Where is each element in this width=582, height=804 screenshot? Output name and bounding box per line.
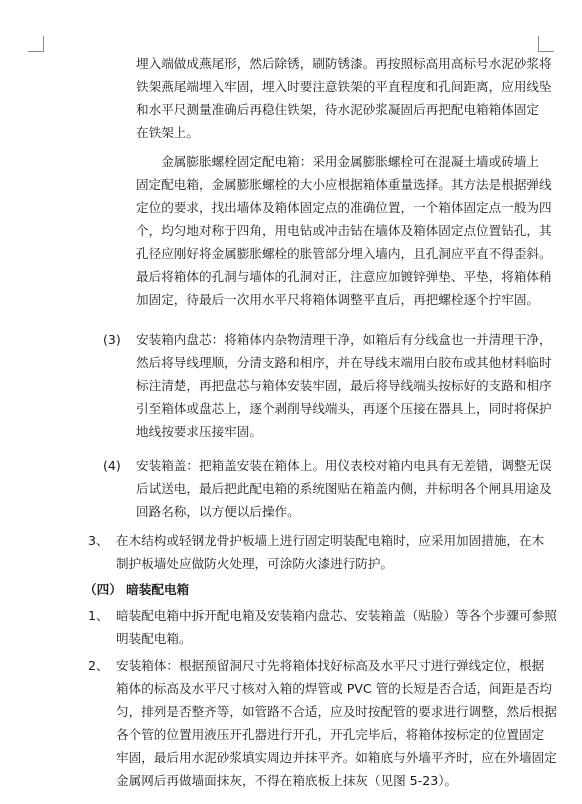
paragraph-concealed-refer xyxy=(116,604,557,650)
text-line: 在铁架上。 xyxy=(136,125,199,140)
paragraph-wood-wall-fixing xyxy=(116,529,544,575)
text-line: 引至箱体或盘芯上，逐个剥削导线端头，再逐个压接在器具上，同时将保护 xyxy=(136,401,552,416)
list-marker: (4) xyxy=(103,458,121,473)
crop-mark-left-horizontal xyxy=(28,51,44,52)
text-line: 地线按要求压接牢固。 xyxy=(136,424,262,439)
paragraph-install-box-body xyxy=(116,654,557,792)
text-line: 固定配电箱，金属膨胀螺栓的大小应根据箱体重量选择。其方法是根据弹线 xyxy=(136,177,552,192)
text-line: 个，均匀地对称于四角，用电钻或冲击钻在墙体及箱体固定点位置钻孔，其 xyxy=(136,223,552,238)
list-marker: 3、 xyxy=(88,533,109,548)
text-line: 安装箱盖：把箱盖安装在箱体上。用仪表校对箱内电具有无差错，调整无误 xyxy=(136,458,552,473)
text-line: 安装箱内盘芯：将箱体内杂物清理干净，如箱后有分线盒也一并清理干净， xyxy=(136,332,552,347)
text-line: 匀，排列是否整齐等，如管路不合适，应及时按配管的要求进行调整，然后根据 xyxy=(116,704,557,719)
text-line: 最后将箱体的孔洞与墙体的孔洞对正，注意应加镀锌弹垫、平垫，将箱体稍 xyxy=(136,269,552,284)
paragraph-install-cover xyxy=(136,454,552,523)
text-line: 各个管的位置用液压开孔器进行开孔，开孔完毕后，将箱体按标定的位置固定 xyxy=(116,727,545,742)
text-line: 孔径应刚好将金属膨胀螺栓的胀管部分埋入墙内，且孔洞应平直不得歪斜。 xyxy=(136,246,552,261)
text-line: 回路名称，以方便以后操作。 xyxy=(136,504,300,519)
text-line: 制护板墙处应做防火处理，可涂防火漆进行防护。 xyxy=(116,556,394,571)
text-line: 牢固，最后用水泥砂浆填实周边并抹平齐。如箱底与外墙平齐时，应在外墙固定 xyxy=(116,750,557,765)
text-line: 标注清楚，再把盘芯与箱体安装牢固，最后将导线端头按标好的支路和相序 xyxy=(136,378,552,393)
text-line: 箱体的标高及水平尺寸核对入箱的焊管或 PVC 管的长短是否合适，间距是否均 xyxy=(116,681,553,696)
paragraph-iron-frame-continuation xyxy=(136,52,552,144)
list-marker: 2、 xyxy=(88,658,109,673)
paragraph-expansion-bolt xyxy=(136,150,552,311)
text-line: 加固定，待最后一次用水平尺将箱体调整平直后，再把螺栓逐个拧牢固。 xyxy=(136,292,539,307)
text-line: 然后将导线理顺，分清支路和相序，并在导线末端用白胶布或其他材料临时 xyxy=(136,355,552,370)
crop-mark-left-vertical xyxy=(43,36,44,52)
text-line: 定位的要求，找出墙体及箱体固定点的准确位置，一个箱体固定点一般为四 xyxy=(136,200,552,215)
crop-mark-right-vertical xyxy=(538,36,539,52)
section-heading: （四） 暗装配电箱 xyxy=(84,582,190,597)
text-line: 金属膨胀螺栓固定配电箱：采用金属膨胀螺栓可在混凝土墙或砖墙上 xyxy=(136,154,539,169)
list-marker: (3) xyxy=(103,332,121,347)
text-line: 暗装配电箱中拆开配电箱及安装箱内盘芯、安装箱盖（贴脸）等各个步骤可参照 xyxy=(116,608,557,623)
list-marker: 1、 xyxy=(88,608,109,623)
text-line: 在木结构或轻钢龙骨护板墙上进行固定明装配电箱时，应采用加固措施，在木 xyxy=(116,533,545,548)
text-line: 后试送电，最后把此配电箱的系统图贴在箱盖内侧，并标明各个闸具用途及 xyxy=(136,481,552,496)
text-line: 铁架燕尾端埋入牢固，埋入时要注意铁架的平直程度和孔间距离，应用线坠 xyxy=(136,79,552,94)
text-line: 安装箱体：根据预留洞尺寸先将箱体找好标高及水平尺寸进行弹线定位，根据 xyxy=(116,658,545,673)
text-line: 埋入端做成燕尾形，然后除锈，刷防锈漆。再按照标高用高标号水泥砂浆将 xyxy=(136,56,552,71)
text-line: 和水平尺测量准确后再稳住铁架，待水泥砂浆凝固后再把配电箱箱体固定 xyxy=(136,102,539,117)
text-line: 金属网后再做墙面抹灰，不得在箱底板上抹灰（见图 5-23）。 xyxy=(116,773,458,788)
text-line: 明装配电箱。 xyxy=(116,631,192,646)
paragraph-install-panel-core xyxy=(136,328,552,443)
